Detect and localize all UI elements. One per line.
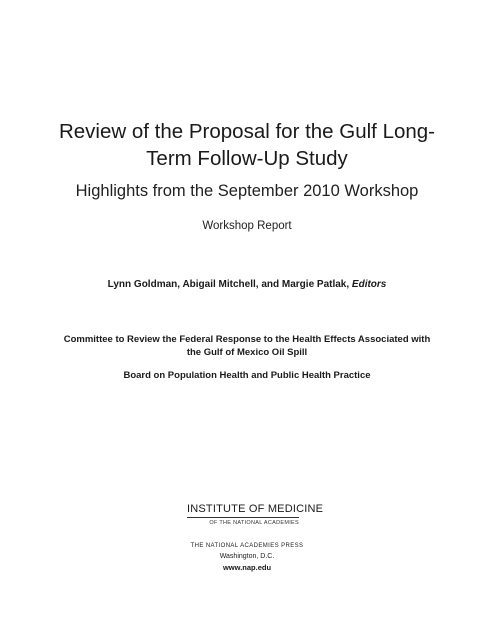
institute-subtitle: OF THE NATIONAL ACADEMIES [209, 520, 299, 526]
board-name: Board on Population Health and Public Health Practice [123, 370, 371, 381]
report-type: Workshop Report [202, 220, 292, 232]
press-name: THE NATIONAL ACADEMIES PRESS [190, 543, 304, 549]
committee-line-1: Committee to Review the Federal Response to the Health Effects Associated with [63, 334, 431, 345]
logo-rule [187, 517, 299, 518]
press-url[interactable]: www.nap.edu [222, 563, 272, 572]
document-subtitle: Highlights from the September 2010 Workshop [75, 182, 419, 200]
editors-line [0, 278, 494, 292]
committee-line-2: the Gulf of Mexico Oil Spill [186, 347, 308, 358]
committee-name [0, 333, 494, 359]
editors-role: Editors [351, 279, 387, 290]
press-city: Washington, D.C. [219, 553, 275, 560]
publisher-block [0, 542, 494, 573]
institute-of-medicine-logo [187, 503, 327, 527]
editors-names: Lynn Goldman, Abigail Mitchell, and Margie Patlak, [107, 279, 352, 290]
institute-name: INSTITUTE OF MEDICINE [187, 503, 324, 515]
document-title [0, 118, 494, 172]
title-line-1: Review of the Proposal for the Gulf Long- [58, 120, 436, 143]
title-line-2: Term Follow-Up Study [146, 147, 348, 170]
